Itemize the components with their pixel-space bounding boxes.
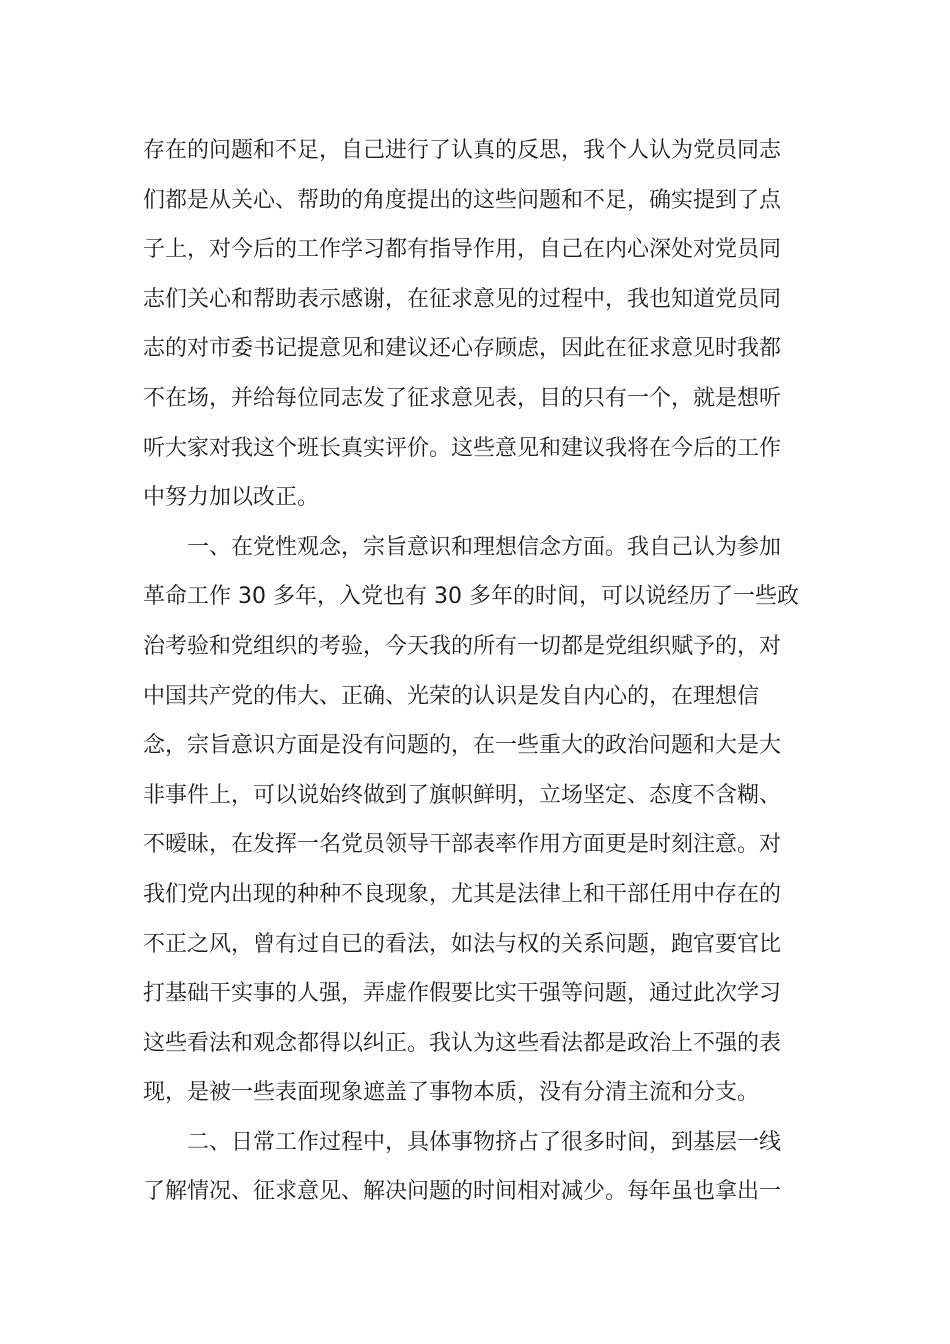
- body-text: [143, 126, 808, 1217]
- text-line: 这些看法和观念都得以纠正。我认为这些看法都是政治上不强的表: [143, 1030, 782, 1056]
- text-line: 中努力加以改正。: [143, 485, 320, 511]
- text-line: 打基础干实事的人强，弄虚作假要比实干强等问题，通过此次学习: [143, 981, 782, 1007]
- text-line: 不在场，并给每位同志发了征求意见表，目的只有一个，就是想听: [143, 385, 782, 411]
- text-line: 听大家对我这个班长真实评价。这些意见和建议我将在今后的工作: [143, 435, 782, 461]
- text-line: 子上，对今后的工作学习都有指导作用，自己在内心深处对党员同: [143, 237, 782, 263]
- text-line: 治考验和党组织的考验，今天我的所有一切都是党组织赋予的，对: [143, 633, 782, 659]
- text-line: 中国共产党的伟大、正确、光荣的认识是发自内心的，在理想信: [143, 683, 760, 709]
- text-line: 们都是从关心、帮助的角度提出的这些问题和不足，确实提到了点: [143, 187, 782, 213]
- text-line: 现，是被一些表面现象遮盖了事物本质，没有分清主流和分支。: [143, 1080, 760, 1106]
- paragraph-start-line: 一、在党性观念，宗旨意识和理想信念方面。我自己认为参加: [187, 534, 782, 560]
- text-line: 不正之风，曾有过自已的看法，如法与权的关系问题，跑官要官比: [143, 931, 782, 957]
- text-line: 志们关心和帮助表示感谢，在征求意见的过程中，我也知道党员同: [143, 286, 782, 312]
- text-line: 不暧昧，在发挥一名党员领导干部表率作用方面更是时刻注意。对: [143, 832, 782, 858]
- text-line: 了解情况、征求意见、解决问题的时间相对减少。每年虽也拿出一: [143, 1179, 782, 1205]
- text-line: 存在的问题和不足，自己进行了认真的反思，我个人认为党员同志: [143, 138, 782, 163]
- paragraph-start-line: 二、日常工作过程中，具体事物挤占了很多时间，到基层一线: [187, 1129, 782, 1155]
- text-line: 念，宗旨意识方面是没有问题的，在一些重大的政治问题和大是大: [143, 733, 782, 759]
- text-line: 我们党内出现的种种不良现象，尤其是法律上和干部任用中存在的: [143, 881, 782, 907]
- text-line: 非事件上，可以说始终做到了旗帜鲜明，立场坚定、态度不含糊、: [143, 782, 782, 808]
- text-line: 志的对市委书记提意见和建议还心存顾虑，因此在征求意见时我都: [143, 336, 782, 362]
- text-line: 革命工作 30 多年，入党也有 30 多年的时间，可以说经历了一些政: [143, 584, 799, 610]
